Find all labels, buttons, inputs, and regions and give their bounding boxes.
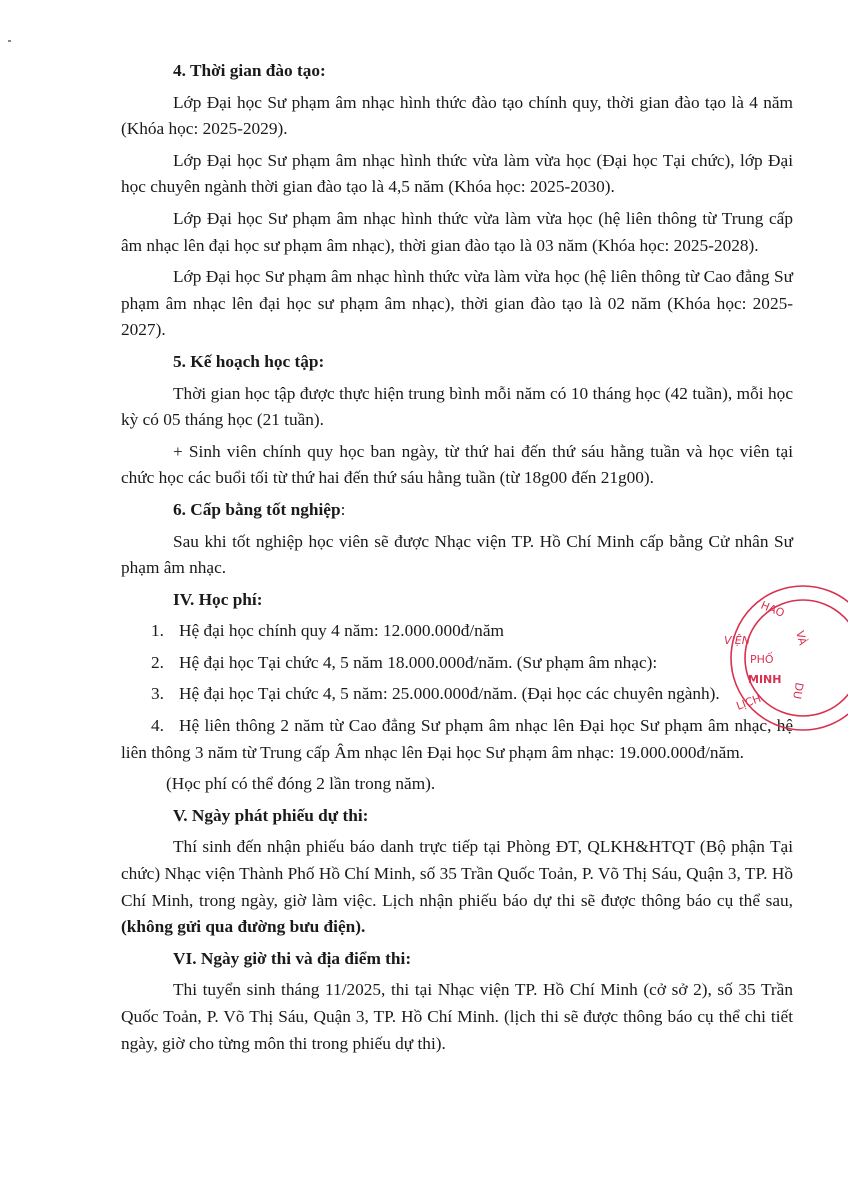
section-iv-heading: IV. Học phí: — [173, 589, 263, 609]
tuition-note: (Học phí có thể đóng 2 lần trong năm). — [166, 774, 436, 794]
official-stamp — [708, 580, 848, 740]
tuition-item-number: 2. — [151, 652, 164, 672]
section-4-paragraph-4: Lớp Đại học Sư phạm âm nhạc hình thức vừa làm vừa học (hệ liên thông từ Cao đẳng Sư phạm âm nhạc lên đại học sư phạm âm nhạc), thời gian đào tạo là 02 năm (Khóa học: 2025-2027). — [121, 267, 793, 340]
section-4-paragraph-2: Lớp Đại học Sư phạm âm nhạc hình thức vừa làm vừa học (Đại học Tại chức), lớp Đại học chuyên ngành thời gian đào tạo là 4,5 năm (Khóa học: 2025-2030). — [121, 150, 793, 197]
tuition-item-number: 3. — [151, 684, 164, 704]
section-6-paragraph-1: Sau khi tốt nghiệp học viên sẽ được Nhạc viện TP. Hồ Chí Minh cấp bằng Cử nhân Sư phạm âm nhạc. — [121, 531, 793, 578]
section-v-paragraph-text: Thí sinh đến nhận phiếu báo danh trực tiếp tại Phòng ĐT, QLKH&HTQT (Bộ phận Tại chức) Nhạc viện Thành Phố Hồ Chí Minh, số 35 Trần Quốc Toản, P. Võ Thị Sáu, Quận 3, TP. Hồ Chí Minh, trong ngày, giờ làm việc. Lịch nhận phiếu báo dự thi sẽ được thông báo cụ thể sau, — [121, 837, 793, 910]
tuition-item-4 — [121, 713, 793, 766]
stamp-line-3: MINH — [748, 673, 782, 686]
section-6-heading — [121, 497, 793, 524]
section-vi-paragraph-1: Thi tuyển sinh tháng 11/2025, thi tại Nhạc viện TP. Hồ Chí Minh (cở sở 2), số 35 Trần Quốc Toản, P. Võ Thị Sáu, Quận 3, TP. Hồ Chí Minh. (lịch thi sẽ được thông báo cụ thể chi tiết ngày, giờ cho từng môn thi trong phiếu dự thi). — [121, 980, 793, 1053]
stamp-seal-icon — [708, 580, 848, 740]
section-6-heading-text: 6. Cấp bằng tốt nghiệp — [173, 499, 341, 519]
tuition-item-text: Hệ liên thông 2 năm từ Cao đẳng Sư phạm âm nhạc lên Đại học Sư phạm âm nhạc, hệ liên thông 3 năm từ Trung cấp Âm nhạc lên Đại học Sư phạm âm nhạc: 19.000.000đ/năm. — [121, 716, 793, 762]
tuition-item-text: Hệ đại học Tại chức 4, 5 năm: 25.000.000đ/năm. (Đại học các chuyên ngành). — [179, 684, 720, 704]
section-vi-heading: VI. Ngày giờ thi và địa điểm thi: — [173, 948, 412, 968]
tuition-item-3 — [121, 681, 793, 708]
section-5-paragraph-2: + Sinh viên chính quy học ban ngày, từ thứ hai đến thứ sáu hằng tuần và học viên tại chức học các buổi tối từ thứ hai đến thứ sáu hằng tuần (từ 18g00 đến 21g00). — [121, 441, 793, 488]
scan-edge-mark — [8, 40, 11, 42]
section-4-paragraph-1: Lớp Đại học Sư phạm âm nhạc hình thức đào tạo chính quy, thời gian đào tạo là 4 năm (Khóa học: 2025-2029). — [121, 92, 793, 139]
tuition-item-2 — [121, 650, 793, 677]
section-4-heading: 4. Thời gian đào tạo: — [173, 61, 326, 80]
section-5-heading: 5. Kế hoạch học tập: — [173, 351, 325, 371]
section-4-paragraph-3: Lớp Đại học Sư phạm âm nhạc hình thức vừa làm vừa học (hệ liên thông từ Trung cấp âm nhạc lên đại học sư phạm âm nhạc), thời gian đào tạo là 03 năm (Khóa học: 2025-2028). — [121, 208, 793, 255]
tuition-item-1 — [121, 618, 793, 645]
stamp-line-1: VIỆN — [724, 634, 750, 647]
section-5-paragraph-1: Thời gian học tập được thực hiện trung bình mỗi năm có 10 tháng học (42 tuần), mỗi học kỳ có 05 tháng học (21 tuần). — [121, 383, 793, 430]
tuition-item-number: 1. — [151, 621, 164, 641]
section-v-paragraph-1 — [121, 834, 793, 940]
section-6-heading-colon: : — [340, 499, 346, 519]
stamp-ring-text-bottom: LỊCH — [734, 691, 763, 713]
section-v-paragraph-bold: (không gửi qua đường bưu điện). — [121, 917, 366, 937]
section-v-heading: V. Ngày phát phiếu dự thi: — [173, 805, 369, 825]
tuition-item-number: 4. — [151, 716, 164, 736]
tuition-item-text: Hệ đại học Tại chức 4, 5 năm 18.000.000đ/năm. (Sư phạm âm nhạc): — [179, 652, 658, 672]
document-page — [121, 58, 793, 1062]
stamp-ring-text-top: HAO — [758, 598, 787, 620]
stamp-ring-text-right-2: DU — [790, 681, 806, 701]
stamp-ring-text-right: VÀ — [793, 629, 810, 647]
tuition-item-text: Hệ đại học chính quy 4 năm: 12.000.000đ/năm — [179, 621, 504, 641]
stamp-line-2: PHỐ — [750, 653, 774, 666]
tuition-list — [121, 618, 793, 766]
